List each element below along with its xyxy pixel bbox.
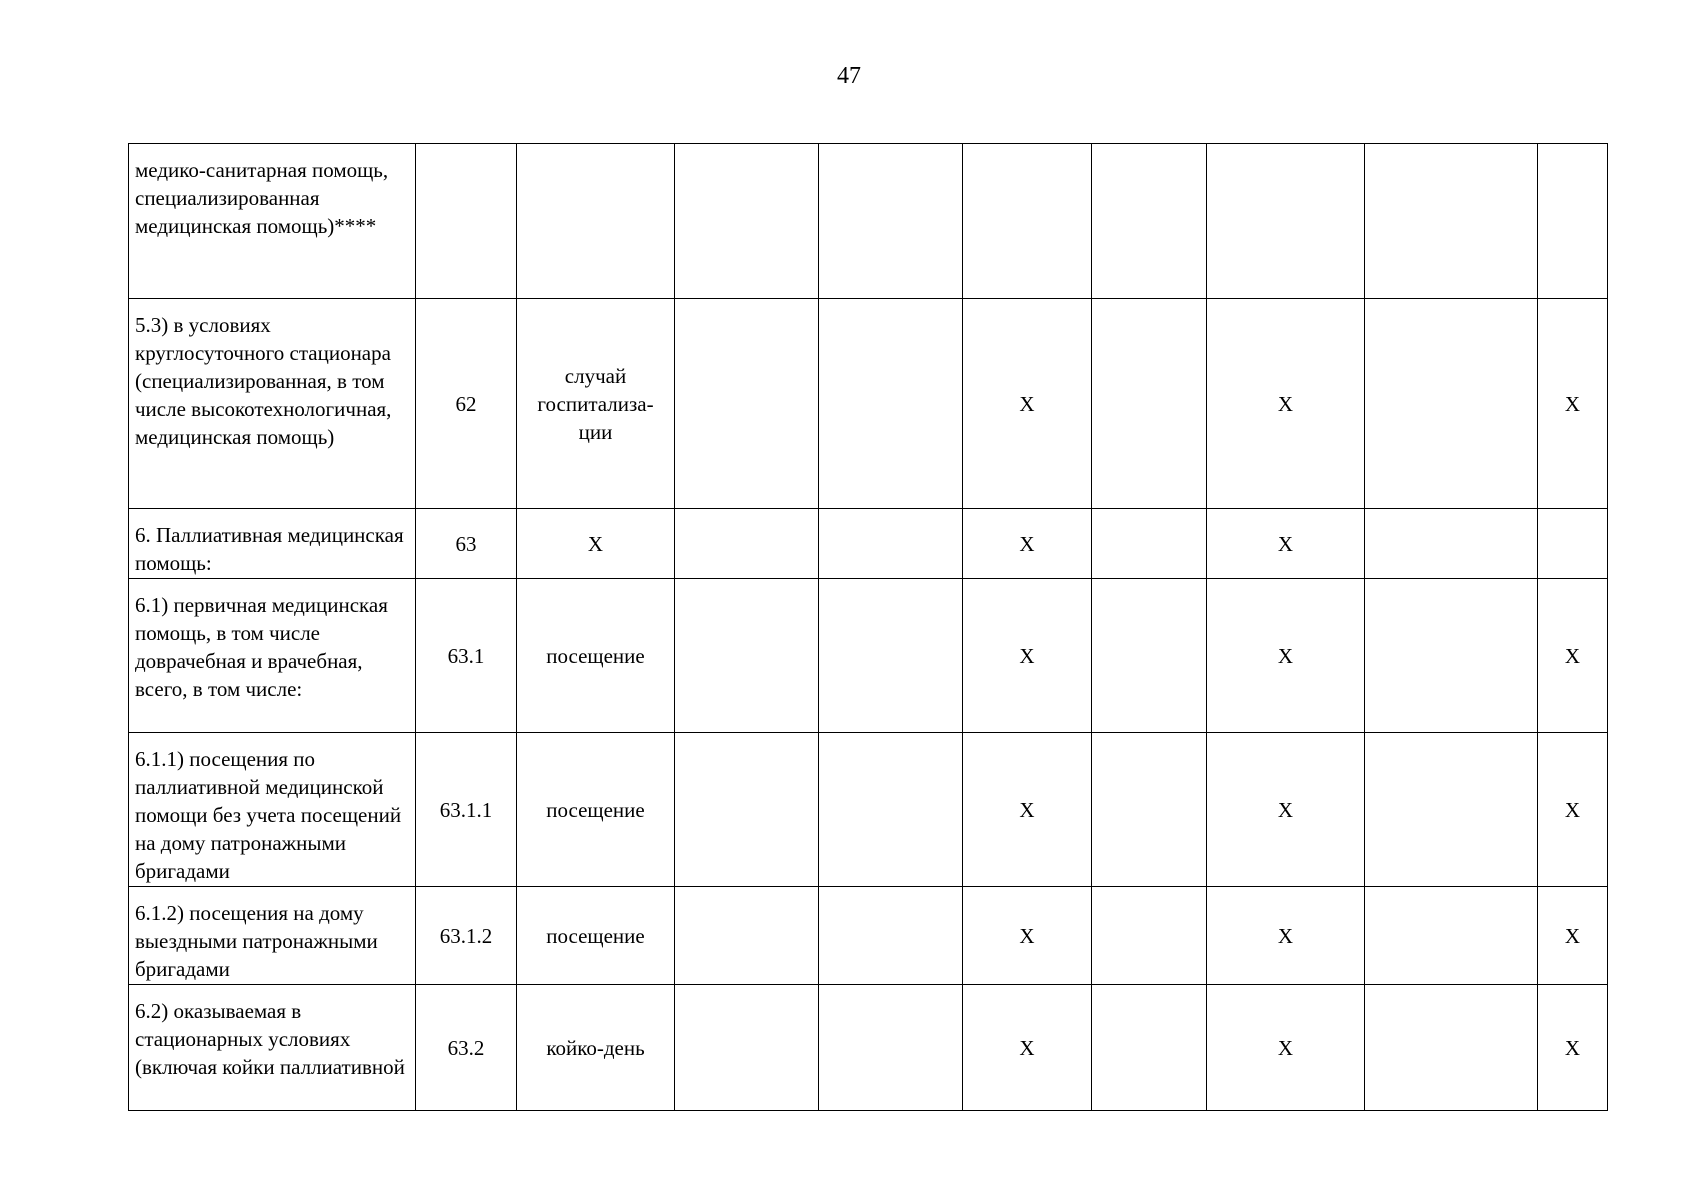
value-cell (675, 985, 819, 1111)
unit-cell: посещение (517, 887, 675, 985)
value-cell (819, 985, 963, 1111)
table-row (129, 299, 1608, 509)
value-cell (675, 579, 819, 733)
row-name-cell: медико-санитарная помощь, специализированная медицинская помощь)**** (129, 144, 416, 299)
value-cell (1092, 579, 1207, 733)
unit-cell: Х (517, 509, 675, 579)
value-cell (1538, 509, 1608, 579)
value-cell (1092, 144, 1207, 299)
value-cell (1092, 509, 1207, 579)
value-cell: Х (1538, 985, 1608, 1111)
value-cell: Х (1207, 985, 1365, 1111)
value-cell (819, 299, 963, 509)
value-cell: Х (1538, 887, 1608, 985)
value-cell (675, 299, 819, 509)
value-cell (1092, 733, 1207, 887)
value-cell (1092, 299, 1207, 509)
row-number-cell: 63 (416, 509, 517, 579)
value-cell (1207, 144, 1365, 299)
value-cell (1092, 887, 1207, 985)
value-cell (819, 887, 963, 985)
value-cell: Х (963, 985, 1092, 1111)
page-number: 47 (837, 63, 861, 89)
value-cell: Х (963, 733, 1092, 887)
value-cell: Х (1538, 733, 1608, 887)
value-cell: Х (1207, 579, 1365, 733)
table-row (129, 985, 1608, 1111)
table-row (129, 733, 1608, 887)
value-cell (1365, 887, 1538, 985)
value-cell (819, 733, 963, 887)
value-cell: Х (963, 299, 1092, 509)
value-cell: Х (1538, 299, 1608, 509)
row-number-cell: 62 (416, 299, 517, 509)
unit-cell (517, 144, 675, 299)
value-cell (1365, 299, 1538, 509)
value-cell (675, 144, 819, 299)
unit-cell: посещение (517, 733, 675, 887)
row-name-cell: 5.3) в условиях круглосуточного стационара (специализированная, в том числе высокотехнологичная, медицинская помощь) (129, 299, 416, 509)
row-name-cell: 6.2) оказываемая в стационарных условиях (включая койки паллиативной (129, 985, 416, 1111)
row-name-cell: 6.1.2) посещения на дому выездными патронажными бригадами (129, 887, 416, 985)
table-row (129, 579, 1608, 733)
value-cell (1092, 985, 1207, 1111)
unit-cell: койко-день (517, 985, 675, 1111)
row-number-cell (416, 144, 517, 299)
value-cell (1365, 579, 1538, 733)
value-cell (1365, 509, 1538, 579)
unit-cell: посещение (517, 579, 675, 733)
value-cell: Х (963, 579, 1092, 733)
value-cell (819, 579, 963, 733)
unit-cell: случай госпитализа-ции (517, 299, 675, 509)
value-cell (1365, 985, 1538, 1111)
table-row (129, 509, 1608, 579)
row-number-cell: 63.1.2 (416, 887, 517, 985)
row-name-cell: 6.1) первичная медицинская помощь, в том числе доврачебная и врачебная, всего, в том числе: (129, 579, 416, 733)
value-cell (675, 733, 819, 887)
value-cell: Х (1207, 509, 1365, 579)
data-table (128, 143, 1608, 1111)
value-cell (675, 887, 819, 985)
row-number-cell: 63.1.1 (416, 733, 517, 887)
value-cell (1365, 144, 1538, 299)
value-cell: Х (963, 509, 1092, 579)
row-number-cell: 63.1 (416, 579, 517, 733)
value-cell (819, 509, 963, 579)
value-cell: Х (1207, 299, 1365, 509)
row-number-cell: 63.2 (416, 985, 517, 1111)
row-name-cell: 6.1.1) посещения по паллиативной медицинской помощи без учета посещений на дому патронажными бригадами (129, 733, 416, 887)
value-cell (1538, 144, 1608, 299)
table-row (129, 144, 1608, 299)
value-cell: Х (1207, 733, 1365, 887)
value-cell (675, 509, 819, 579)
row-name-cell: 6. Паллиативная медицинская помощь: (129, 509, 416, 579)
value-cell: Х (1207, 887, 1365, 985)
value-cell (819, 144, 963, 299)
value-cell: Х (1538, 579, 1608, 733)
value-cell (963, 144, 1092, 299)
table-row (129, 887, 1608, 985)
value-cell: Х (963, 887, 1092, 985)
value-cell (1365, 733, 1538, 887)
